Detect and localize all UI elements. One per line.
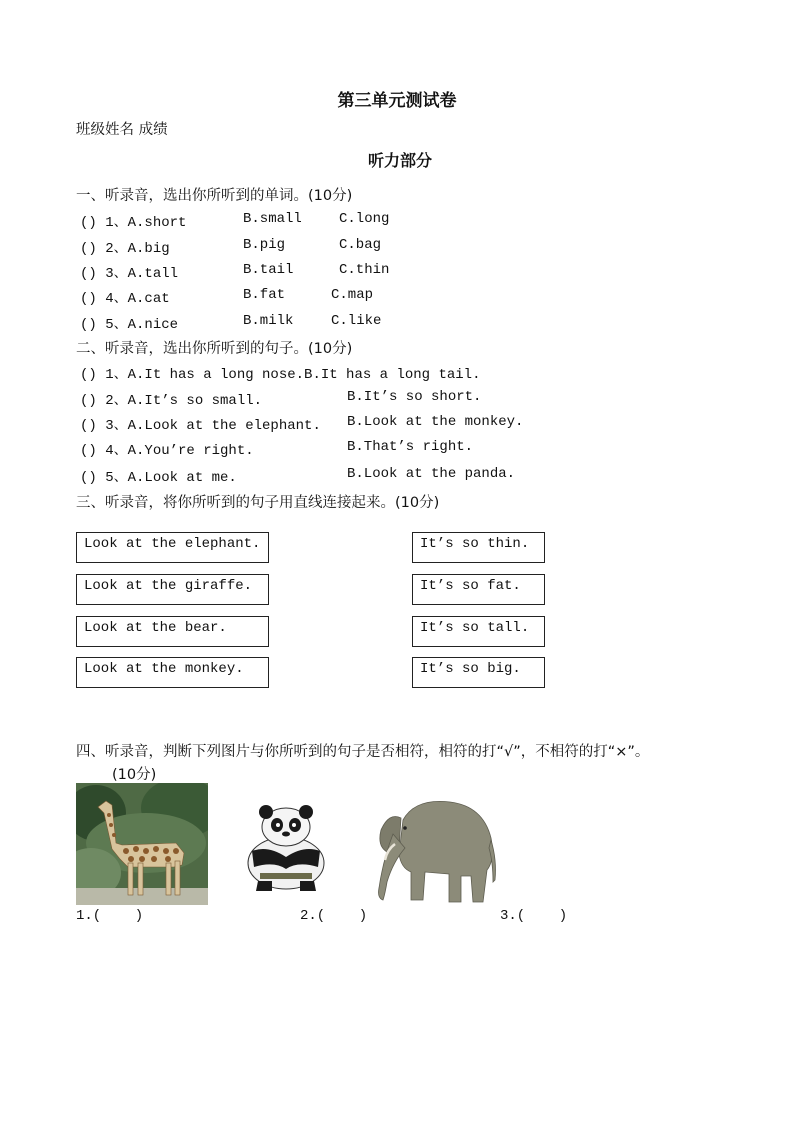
option-c: C.bag	[339, 237, 382, 253]
panda-image	[238, 805, 333, 893]
match-left-box[interactable]: Look at the giraffe.	[76, 574, 269, 605]
match-right-box[interactable]: It’s so big.	[412, 657, 545, 688]
option-b: B.milk	[243, 313, 294, 329]
answer-blank-2[interactable]: 2.( )	[300, 908, 368, 924]
list-item: () 2、A.It’s so small.	[80, 393, 263, 409]
option-b: B.small	[243, 211, 302, 227]
list-item: () 4、A.cat	[80, 291, 170, 307]
section2-heading: 二、听录音，选出你所听到的句子。(10分)	[76, 341, 353, 357]
option-b: B.It’s so short.	[347, 389, 482, 405]
giraffe-image	[76, 783, 208, 905]
list-item: () 1、A.It has a long nose.B.It has a long tail.	[80, 367, 481, 383]
section4-points: (10分)	[112, 767, 157, 783]
match-left-box[interactable]: Look at the elephant.	[76, 532, 269, 563]
option-c: C.like	[331, 313, 382, 329]
section1-heading: 一、听录音，选出你所听到的单词。(10分)	[76, 188, 353, 204]
match-left-box[interactable]: Look at the monkey.	[76, 657, 269, 688]
answer-blank-1[interactable]: 1.( )	[76, 908, 144, 924]
list-item: () 4、A.You’re right.	[80, 443, 254, 459]
answer-blank-3[interactable]: 3.( )	[500, 908, 568, 924]
section4-heading: 四、听录音，判断下列图片与你所听到的句子是否相符，相符的打“√”，不相符的打“×”。	[76, 744, 650, 760]
list-item: () 3、A.tall	[80, 266, 179, 282]
option-b: B.fat	[243, 287, 286, 303]
list-item: () 2、A.big	[80, 241, 170, 257]
option-b: B.Look at the panda.	[347, 466, 516, 482]
option-b: B.pig	[243, 237, 286, 253]
option-b: B.tail	[243, 262, 294, 278]
list-item: () 5、A.nice	[80, 317, 179, 333]
match-left-box[interactable]: Look at the bear.	[76, 616, 269, 647]
list-item: () 1、A.short	[80, 215, 187, 231]
list-item: () 3、A.Look at the elephant.	[80, 418, 321, 434]
list-item: () 5、A.Look at me.	[80, 470, 237, 486]
match-right-box[interactable]: It’s so fat.	[412, 574, 545, 605]
page-title: 第三单元测试卷	[337, 91, 457, 111]
class-name-score-line: 班级姓名 成绩	[76, 122, 168, 138]
option-c: C.long	[339, 211, 390, 227]
section3-heading: 三、听录音，将你所听到的句子用直线连接起来。(10分)	[76, 495, 440, 511]
match-right-box[interactable]: It’s so thin.	[412, 532, 545, 563]
match-right-box[interactable]: It’s so tall.	[412, 616, 545, 647]
option-c: C.thin	[339, 262, 390, 278]
section-subtitle: 听力部分	[367, 151, 432, 170]
option-b: B.Look at the monkey.	[347, 414, 524, 430]
option-c: C.map	[331, 287, 374, 303]
elephant-image	[365, 790, 500, 908]
option-b: B.That’s right.	[347, 439, 474, 455]
